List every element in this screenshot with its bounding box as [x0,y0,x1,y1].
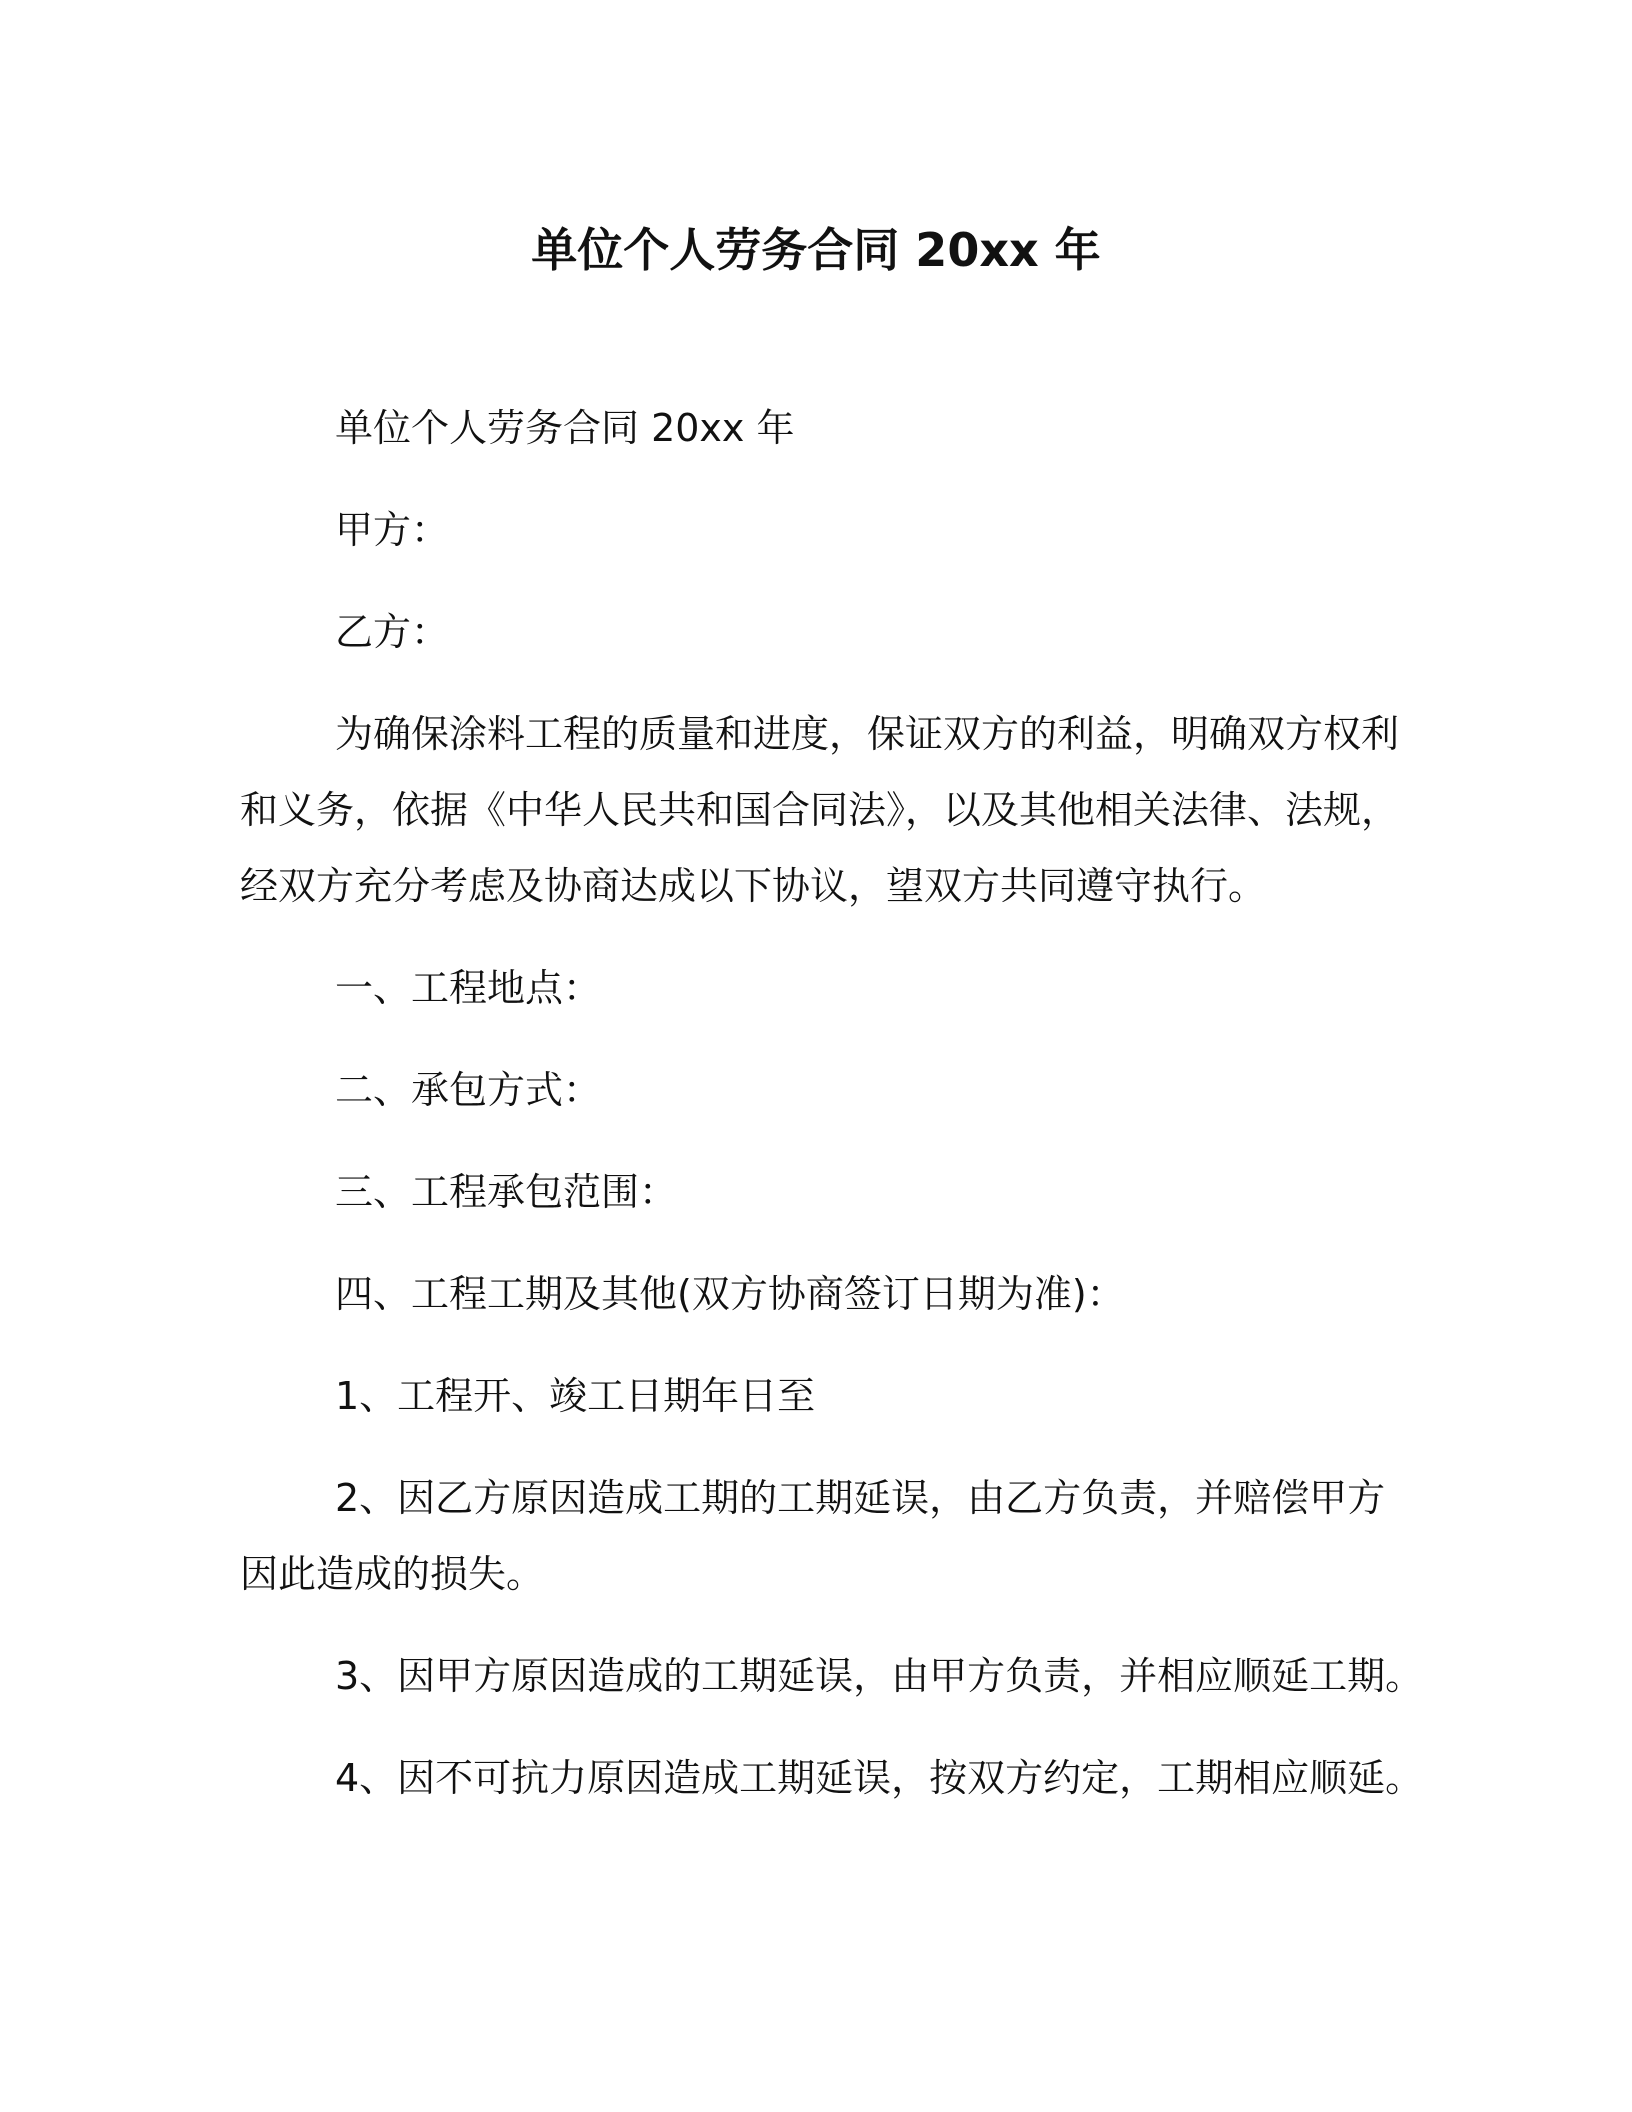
paragraph-line: 为确保涂料工程的质量和进度，保证双方的利益，明确双方权利 [335,712,1400,756]
document-body [240,390,1424,1842]
paragraph-item-2 [240,1460,1386,1612]
paragraph-line: 一、工程地点： [335,966,602,1010]
paragraph-subtitle [240,390,1380,466]
paragraph-line: 二、承包方式： [335,1068,602,1112]
paragraph-preamble [240,696,1400,924]
paragraph-item-3 [240,1638,1424,1714]
paragraph-line: 1、工程开、竣工日期年日至 [335,1374,816,1418]
document-title: 单位个人劳务合同 20xx 年 [531,223,1101,277]
paragraph-line: 4、因不可抗力原因造成工期延误，按双方约定，工期相应顺延。 [335,1756,1424,1800]
paragraph-section-2 [240,1052,1380,1128]
paragraph-line: 三、工程承包范围： [335,1170,678,1214]
paragraph-party-a [240,492,1380,568]
paragraph-section-1 [240,950,1380,1026]
paragraph-section-4 [240,1256,1380,1332]
paragraph-line: 经双方充分考虑及协商达成以下协议，望双方共同遵守执行。 [240,864,1267,908]
paragraph-line: 和义务，依据《中华人民共和国合同法》，以及其他相关法律、法规， [240,788,1400,832]
paragraph-line: 3、因甲方原因造成的工期延误，由甲方负责，并相应顺延工期。 [335,1654,1424,1698]
paragraph-item-1 [240,1358,1380,1434]
paragraph-item-4 [240,1740,1424,1816]
paragraph-line: 2、因乙方原因造成工期的工期延误，由乙方负责，并赔偿甲方 [335,1476,1386,1520]
paragraph-line: 因此造成的损失。 [240,1552,545,1596]
paragraph-section-3 [240,1154,1380,1230]
paragraph-line: 单位个人劳务合同 20xx 年 [335,406,795,450]
paragraph-party-b [240,594,1380,670]
paragraph-line: 乙方： [335,610,450,654]
paragraph-line: 四、工程工期及其他(双方协商签订日期为准)： [335,1272,1125,1316]
paragraph-line: 甲方： [335,508,450,552]
